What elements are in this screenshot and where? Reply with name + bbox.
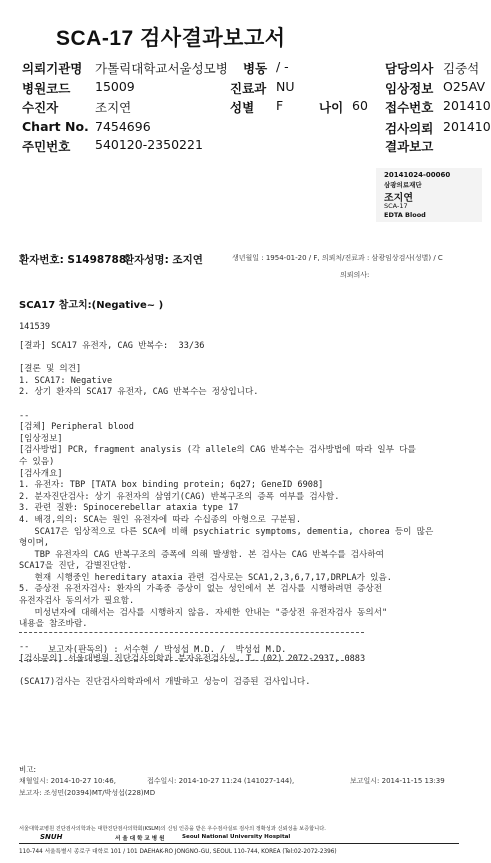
report-body-line (19, 666, 433, 678)
reported-time: 보고일시: 2014-11-15 13:39 (350, 777, 445, 785)
report-body-line: (SCA17)검사는 진단검사의학과에서 개발하고 성능이 검증된 검사입니다. (19, 677, 311, 688)
certification-text: 서울대학교병원 진단검사의학과는 대한진단검사의학회(KSLM)의 신임 인증을 받은 우수검사실로 검사의 정확성과 신뢰성을 보증합니다. (19, 826, 326, 832)
reporter-info: 보고자: 조성민(20394)MT/박성섭(228)MD (19, 789, 156, 797)
ward-label: 병동 (243, 61, 268, 76)
report-body-line: 유전자검사 동의서가 필요함. (19, 596, 135, 607)
sample-label-org: 삼광의료재단 (384, 181, 422, 189)
report-body-line: TBP 유전자의 CAG 반복구조의 증폭에 의해 발생함. 본 검사는 CAG 반복수를 검사하여 (19, 549, 384, 560)
report-body-line: 형이며, (19, 538, 50, 549)
divider-top (19, 632, 364, 633)
ward-value: / - (276, 59, 289, 74)
snuh-logo (40, 833, 62, 841)
rrn-value: 540120-2350221 (95, 137, 203, 152)
report-body-line: 수 있음) (19, 456, 55, 467)
received-time: 접수일시: 2014-10-27 11:24 (141027-144), (147, 777, 295, 785)
report-body-line: 3. 관련 질환: Spinocerebellar ataxia type 17 (19, 503, 239, 514)
clinical-info-label: 임상정보 (385, 81, 434, 96)
divider-bottom (19, 660, 364, 661)
requesting-doctor: 의뢰의사: (340, 271, 370, 279)
report-title: SCA-17 검사결과보고서 (56, 27, 286, 50)
hospital-address: 110-744 서울특별시 종로구 대학로 101 / 101 DAEHAK-RO JONGNO-GU, SEOUL 110-744, KOREA (Tel:02-2072-2396) (19, 849, 337, 855)
reference-heading: SCA17 참고치:(Negative~ ) (19, 300, 164, 311)
report-body-line: [결론 및 의견] (19, 364, 82, 375)
institution-value: 가톨릭대학교서울성모병 (95, 61, 228, 76)
test-request-value: 201410 (443, 119, 491, 134)
report-body-line: SCA17을 진단, 감별진단함. (19, 561, 132, 572)
report-body-line: 2. 상기 환자의 SCA17 유전자, CAG 반복수는 정상입니다. (19, 387, 259, 398)
receipt-no-value: 201410 (443, 98, 491, 113)
report-body-line: [결과] SCA17 유전자, CAG 반복수: 33/36 (19, 341, 205, 351)
dept-value: NU (276, 79, 295, 94)
sex-value: F (276, 98, 284, 113)
sample-label-specimen: EDTA Blood (384, 211, 426, 219)
report-body-line: [검체] Peripheral blood (19, 422, 134, 433)
report-body-line: [임상정보] (19, 433, 63, 444)
doctor-label: 담당의사 (385, 61, 434, 76)
dept-label: 진료과 (230, 81, 267, 96)
report-body-line: SCA17은 임상적으로 다른 SCA에 비해 psychiatric symptoms, dementia, chorea 등이 많은 (19, 526, 434, 537)
sample-label-barcode-no: 20141024-00060 (384, 171, 451, 179)
age-value: 60 (352, 98, 368, 113)
note-label: 비고: (19, 765, 37, 774)
report-body-line: 5. 증상전 유전자검사: 환자의 가족중 증상이 없는 성인에서 본 검사를 시행하려면 증상전 (19, 584, 382, 595)
report-body-line: [검사개요] (19, 468, 63, 479)
report-body (19, 341, 433, 689)
patient-label: 수진자 (22, 100, 59, 115)
hospital-code-label: 병원코드 (22, 81, 71, 96)
patient-detail: 생년월일 : 1954-01-20 / F, 의뢰처/진료과 : 삼광임상검사(성별) / C (232, 254, 443, 262)
report-body-line: 1. SCA17: Negative (19, 375, 113, 386)
receipt-no-label: 접수번호 (385, 100, 434, 115)
chart-label: Chart No. (22, 119, 89, 134)
report-body-line: 2. 분자진단검사: 상기 유전자의 삼염기(CAG) 반복구조의 증폭 여부를 검사함. (19, 491, 340, 502)
result-report-label: 결과보고 (385, 139, 434, 154)
sample-label-test: SCA-17 (384, 202, 408, 210)
report-code: 141539 (19, 322, 51, 332)
report-body-line: [검사방법] PCR, fragment analysis (각 allele의 CAG 반복수는 검사방법에 따라 일부 다를 (19, 445, 416, 456)
age-label: 나이 (319, 100, 344, 115)
report-body-line (19, 353, 433, 365)
sample-label (376, 168, 482, 222)
hospital-name-en: Seoul National University Hospital (182, 834, 291, 840)
report-body-line: [검사문의] 서울대병원 진단검사의학과 분자유전검사실, T. (02) 2072-2937, 0883 (19, 654, 366, 665)
chart-value: 7454696 (95, 119, 151, 134)
hospital-code-value: 15009 (95, 79, 135, 94)
hospital-name-kr: 서 울 대 학 교 병 원 (115, 836, 165, 842)
patient-number: 환자번호: S1498788 (19, 254, 127, 266)
footer-rule (19, 843, 459, 844)
report-body-line: 1. 유전자: TBP [TATA box binding protein; 6q27; GeneID 6908] (19, 480, 324, 491)
report-body-line (19, 399, 433, 411)
report-body-line: 4. 배경,의의: SCA는 원인 유전자에 따라 수십종의 아형으로 구분됨. (19, 514, 302, 525)
report-body-line: 미성년자에 대해서는 검사를 시행하지 않음. 자세한 안내는 "증상전 유전자검사 동의서" (19, 607, 388, 618)
patient-name: 환자성명: 조지연 (124, 254, 203, 266)
test-request-label: 검사의뢰 (385, 121, 434, 136)
reporter-line: 보고자(판독의) : 서수현 / 박성섭 M.D. / 박성섭 M.D. (48, 645, 287, 655)
collected-time: 채혈일시: 2014-10-27 10:46, (19, 777, 116, 785)
rrn-label: 주민번호 (22, 139, 71, 154)
report-body-line: 내용을 참조바람. (19, 619, 88, 630)
snuh-logo-text: SNUH (40, 833, 63, 841)
sample-label-name: 조지연 (384, 193, 413, 204)
report-body-line: -- (19, 410, 30, 421)
report-body-line: -- (19, 642, 30, 653)
sex-label: 성별 (230, 100, 255, 115)
patient-value: 조지연 (95, 100, 132, 115)
institution-label: 의뢰기관명 (22, 61, 83, 76)
doctor-value: 김중석 (443, 61, 480, 76)
clinical-info-value: O25AV (443, 79, 486, 94)
report-body-line: 현재 시행중인 hereditary ataxia 관련 검사로는 SCA1,2,3,6,7,17,DRPLA가 있음. (19, 572, 392, 583)
